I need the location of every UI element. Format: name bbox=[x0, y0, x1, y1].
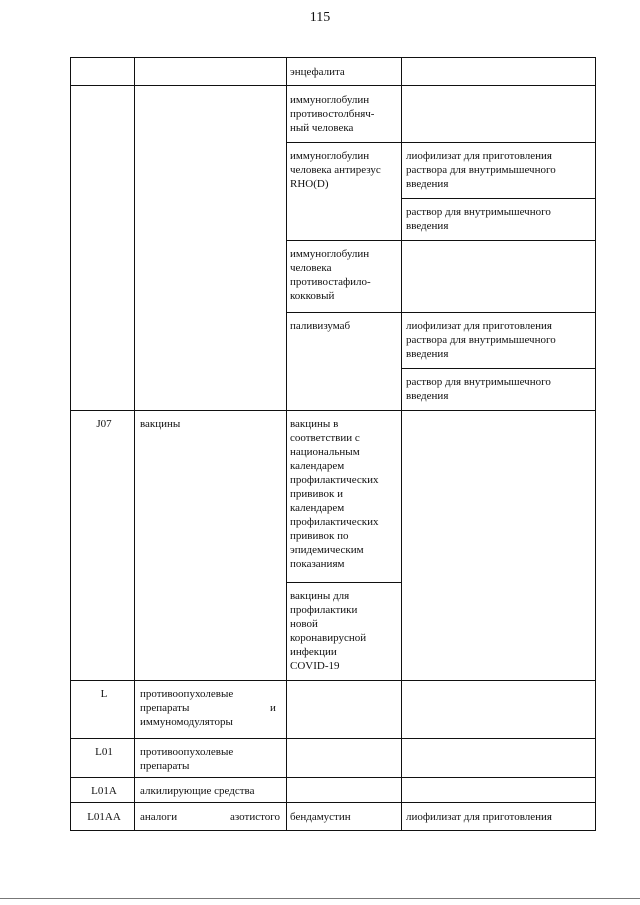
column-divider-2 bbox=[286, 57, 287, 831]
cell-form: раствор для внутримышечного введения bbox=[406, 376, 551, 402]
table-border-right bbox=[595, 57, 596, 831]
row-divider bbox=[70, 777, 596, 778]
table-border-bottom bbox=[70, 830, 596, 831]
cell-name: вакцины для профилактики новой коронавирусной инфекции COVID-19 bbox=[290, 590, 367, 672]
row-divider-partial bbox=[286, 582, 401, 583]
cell-code: L01 bbox=[95, 746, 113, 758]
cell-form: лиофилизат для приготовления раствора для внутримышечного введения bbox=[406, 320, 556, 360]
row-divider bbox=[70, 85, 596, 86]
cell-name: вакцины в соответствии с национальным календарем профилактических прививок и календарем профилактических прививок по эпидемическим показаниям bbox=[290, 418, 379, 570]
cell-code: J07 bbox=[96, 418, 112, 430]
cell-group bbox=[140, 810, 280, 824]
cell-name: бендамустин bbox=[290, 811, 351, 823]
table-border-left bbox=[70, 57, 71, 831]
row-divider bbox=[70, 802, 596, 803]
cell-group: вакцины bbox=[140, 418, 181, 430]
page-bottom-rule bbox=[0, 898, 640, 899]
cell-code: L bbox=[100, 688, 108, 700]
cell-name: иммуноглобулин противостолбняч- ный человека bbox=[290, 94, 375, 134]
cell-name: энцефалита bbox=[290, 66, 345, 78]
row-divider bbox=[70, 410, 596, 411]
cell-group: и bbox=[270, 702, 276, 714]
cell-form: раствор для внутримышечного введения bbox=[406, 206, 551, 232]
row-divider bbox=[70, 680, 596, 681]
cell-name: иммуноглобулин человека противостафило- кокковый bbox=[290, 248, 371, 302]
cell-code: L01AA bbox=[87, 811, 121, 823]
cell-word: аналоги bbox=[140, 811, 178, 823]
cell-form: лиофилизат для приготовления bbox=[406, 811, 552, 823]
cell-word: азотистого bbox=[230, 811, 280, 823]
subrow-divider bbox=[401, 198, 596, 199]
column-divider-3 bbox=[401, 57, 402, 831]
cell-group: противоопухолевые препараты bbox=[140, 688, 234, 714]
row-divider-partial bbox=[286, 142, 596, 143]
cell-code: L01A bbox=[91, 785, 117, 797]
cell-form: лиофилизат для приготовления раствора для внутримышечного введения bbox=[406, 150, 556, 190]
column-divider-1 bbox=[134, 57, 135, 831]
row-divider-partial bbox=[286, 240, 596, 241]
drug-table bbox=[70, 57, 596, 831]
row-divider-partial bbox=[286, 312, 596, 313]
page-number: 115 bbox=[309, 10, 331, 25]
cell-group: противоопухолевые препараты bbox=[140, 746, 234, 772]
cell-name: иммуноглобулин человека антирезус RHO(D) bbox=[290, 150, 381, 190]
cell-group: иммуномодуляторы bbox=[140, 716, 233, 728]
subrow-divider bbox=[401, 368, 596, 369]
cell-name: паливизумаб bbox=[290, 320, 351, 332]
table-border-top bbox=[70, 57, 596, 58]
row-divider bbox=[70, 738, 596, 739]
cell-group: алкилирующие средства bbox=[140, 785, 255, 797]
